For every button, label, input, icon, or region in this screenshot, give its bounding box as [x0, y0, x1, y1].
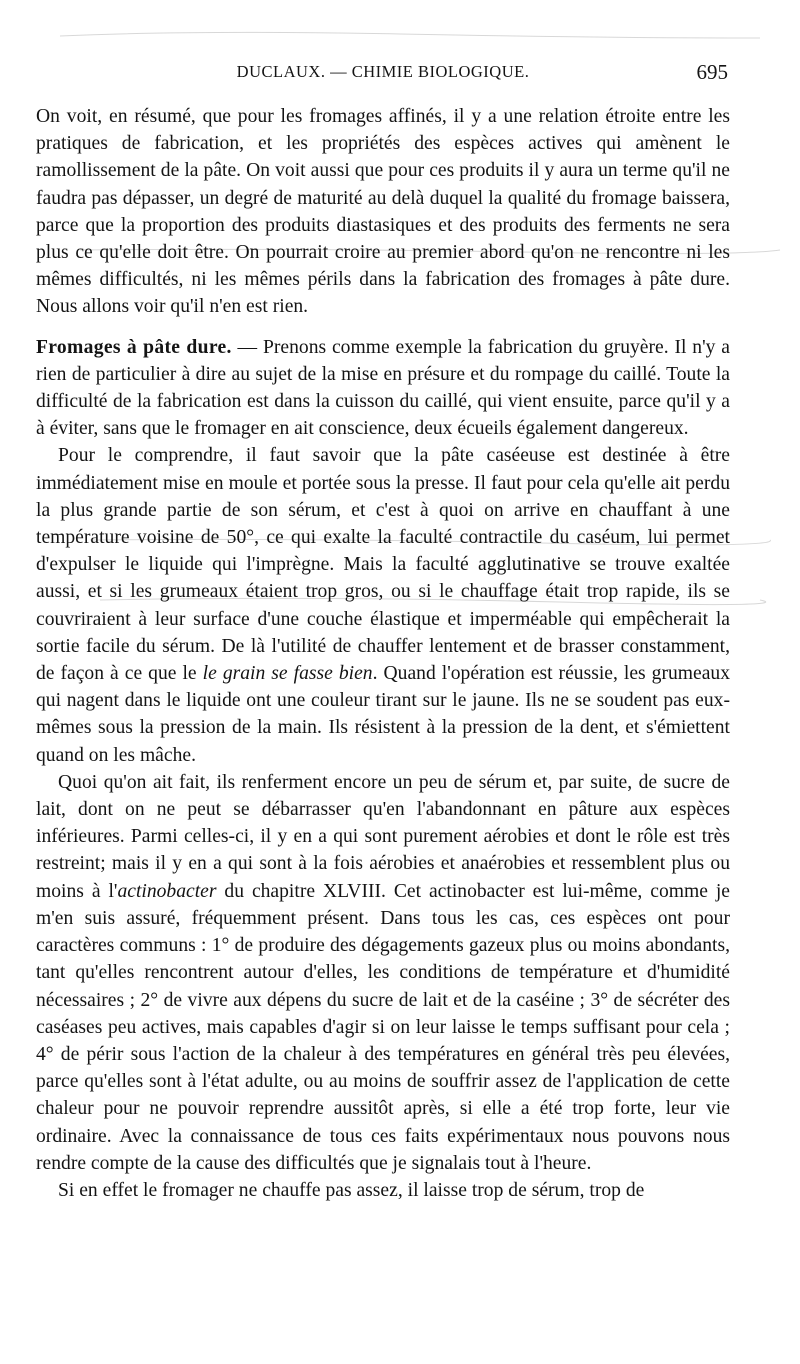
- paragraph-inferior-species: [36, 769, 730, 1177]
- paragraph-text: Pour le comprendre, il faut savoir que la pâte caséeuse est destinée à être immédiatement mise en moule et portée sous la presse. Il faut pour cela qu'elle ait perdu la plus grande partie de son sérum, et c'est à quoi on arrive en chauffant à une température voisine de 50°, ce qui exalte la faculté contractile du caséum, lui permet d'expulser le liquide qui l'imprègne. Mais la faculté agglutinative se trouve exaltée aussi, et si les grumeaux étaient trop gros, ou si le chauffage était trop rapide, ils se couvriraient à leur surface d'une couche élastique et imperméable qui empêcherait la sortie facile du sérum. De là l'utilité de chauffer lentement et de brasser constamment, de façon à ce que le: [36, 445, 730, 685]
- paragraph-summary: On voit, en résumé, que pour les fromages affinés, il y a une relation étroite entre les pratiques de fabrication, et les propriétés des espèces actives qui amènent le ramollissement de la pâte. On voit aussi que pour ces produits il y aura un terme qu'il ne faudra pas dépasser, un degré de maturité au delà duquel la qualité du fromage baissera, parce que la proportion des produits diastasiques et des produits des ferments ne sera plus ce qu'elle doit être. On pourrait croire au premier abord qu'on ne rencontre ni les mêmes difficultés, ni les mêmes périls dans la fabrication des fromages à pâte dure. Nous allons voir qu'il n'en est rien.: [36, 106, 730, 318]
- paragraph-text: du chapitre XLVIII. Cet actinobacter est lui-même, comme je m'en suis assuré, fréquemment présent. Dans tous les cas, ces espèces ont pour caractères communs : 1° de produire des dégagements gazeux plus ou moins abondants, tant qu'elles rencontrent autour d'elles, les conditions de température et d'humidité nécessaires ; 2° de vivre aux dépens du sucre de lait et de la caséine ; 3° de sécréter des caséases peu actives, mais capables d'agir si on leur laisse le temps suffisant pour cela ; 4° de périr sous l'action de la chaleur à des températures en général très peu élevées, parce qu'elles sont à l'état adulte, ou au moins de souffrir assez de l'application de cette chaleur pour ne pouvoir reprendre aussitôt après, si elle a été trop forte, leur vie ordinaire. Avec la connaissance de tous ces faits expérimentaux nous pouvons nous rendre compte de la cause des difficultés que je signalais tout à l'heure.: [36, 880, 731, 1174]
- paragraph-curd-heating: [36, 442, 730, 768]
- body-text: [36, 103, 730, 1204]
- section-title: Fromages à pâte dure.: [36, 336, 232, 358]
- paragraph-text: — Prenons comme exemple la fabrication du gruyère. Il n'y a rien de particulier à dire au sujet de la mise en présure et du rompage du caillé. Toute la difficulté de la fabrication est dans la cuisson du caillé, qui vient ensuite, parce qu'il y a à éviter, sans que le fromager en ait conscience, deux écueils également dangereux.: [36, 336, 730, 440]
- italic-phrase: le grain se fasse bien: [202, 663, 373, 685]
- page-header: [36, 60, 730, 90]
- paragraph-text: . Quand l'opération est réussie, les grumeaux qui nagent dans le liquide ont une couleur tirant sur le jaune. Ils ne se soudent pas eux-mêmes sous la pression de la main. Ils résistent à la pression de la dent, et s'émiettent quand on les mâche.: [36, 663, 731, 766]
- page-number: 695: [696, 60, 728, 84]
- running-title: DUCLAUX. — CHIMIE BIOLOGIQUE.: [236, 62, 530, 81]
- paragraph-text: Quoi qu'on ait fait, ils renferment encore un peu de sérum et, par suite, de sucre de lait, dont on ne peut se débarrasser qu'en l'abandonnant en pâture aux espèces inférieures. Parmi celles-ci, il y en a qui sont purement aérobies et dont le rôle est très restreint; mais il y en a qui sont à la fois aérobies et anaérobies et ressemblent plus ou moins à l': [36, 771, 730, 902]
- paragraph-continuation: Si en effet le fromager ne chauffe pas assez, il laisse trop de sérum, trop de: [58, 1179, 645, 1201]
- paragraph-hard-cheese-intro: [36, 334, 730, 443]
- italic-term: actinobacter: [117, 880, 217, 902]
